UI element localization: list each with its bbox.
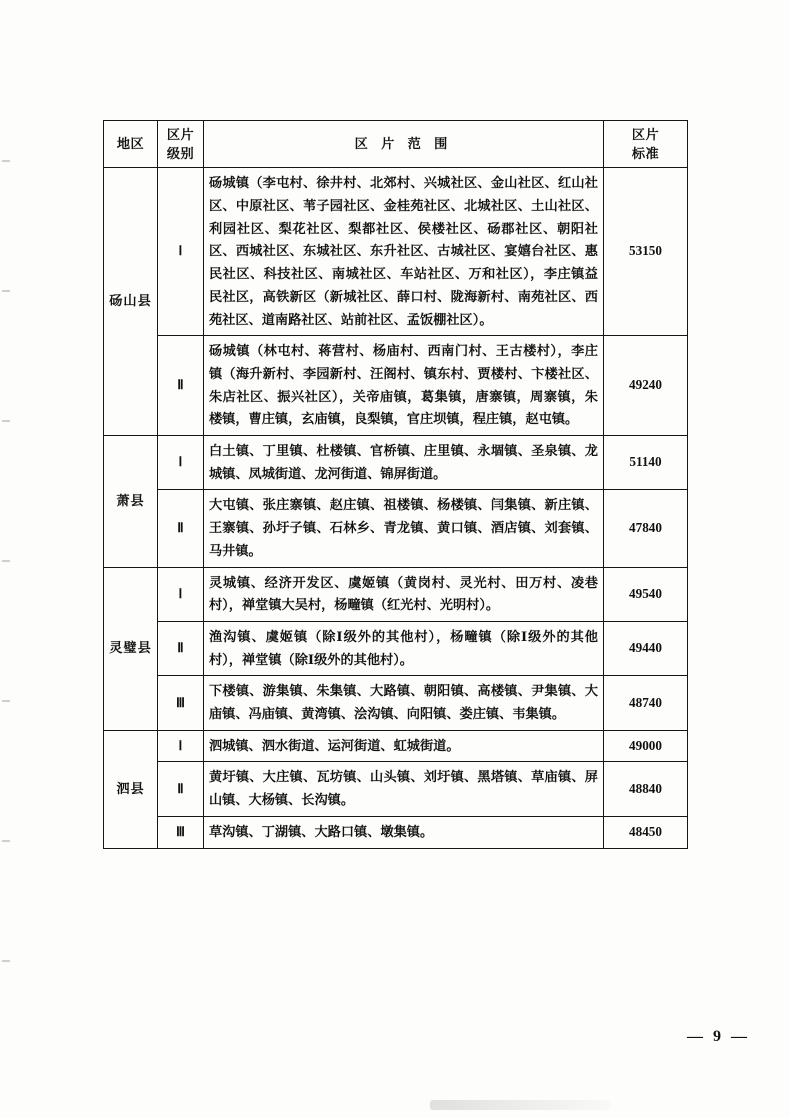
table-row — [104, 168, 688, 336]
level-cell: Ⅰ — [158, 567, 204, 621]
standard-cell: 48740 — [604, 676, 688, 730]
column-header-scope: 区 片 范 围 — [204, 121, 604, 168]
level-cell: Ⅱ — [158, 762, 204, 816]
standard-cell: 49540 — [604, 567, 688, 621]
standard-cell: 49000 — [604, 730, 688, 762]
scope-cell: 白土镇、丁里镇、杜楼镇、官桥镇、庄里镇、永堌镇、圣泉镇、龙城镇、凤城街道、龙河街道、锦屏街道。 — [204, 436, 604, 490]
column-header-level — [158, 121, 204, 168]
table-row — [104, 621, 688, 675]
table-row — [104, 436, 688, 490]
scope-cell: 下楼镇、游集镇、朱集镇、大路镇、朝阳镇、高楼镇、尹集镇、大庙镇、冯庙镇、黄湾镇、浍沟镇、向阳镇、娄庄镇、韦集镇。 — [204, 676, 604, 730]
page-number: — 9 — — [687, 1028, 750, 1045]
column-header-standard-line2: 标准 — [631, 146, 660, 162]
column-header-level-line1: 区片 — [166, 127, 195, 142]
region-cell: 灵璧县 — [104, 567, 158, 730]
scope-cell: 渔沟镇、虞姬镇（除Ⅰ级外的其他村），杨疃镇（除Ⅰ级外的其他村），禅堂镇（除Ⅰ级外的其他村）。 — [204, 621, 604, 675]
level-cell: Ⅱ — [158, 621, 204, 675]
scan-edge-mark — [2, 420, 10, 422]
standard-cell: 47840 — [604, 490, 688, 567]
standard-cell: 49440 — [604, 621, 688, 675]
region-cell: 泗县 — [104, 730, 158, 848]
scope-cell: 砀城镇（李屯村、徐井村、北郊村、兴城社区、金山社区、红山社区、中原社区、苇子园社区、金桂苑社区、北城社区、土山社区、利园社区、梨花社区、梨都社区、侯楼社区、砀郡社区、朝阳社区、西城社区、东城社区、东升社区、古城社区、宴嬉台社区、惠民社区、科技社区、南城社区、车站社区、万和社区），李庄镇益民社区，高铁新区（新城社区、薛口村、陇海新村、南苑社区、西苑社区、道南路社区、站前社区、孟饭棚社区）。 — [204, 168, 604, 336]
level-cell: Ⅰ — [158, 730, 204, 762]
scan-artifact — [430, 1100, 610, 1110]
table-header-row — [104, 121, 688, 168]
table-row — [104, 490, 688, 567]
land-compensation-table — [103, 120, 687, 849]
scan-edge-mark — [2, 160, 10, 162]
table-row — [104, 762, 688, 816]
scope-cell: 灵城镇、经济开发区、虞姬镇（黄岗村、灵光村、田万村、凌巷村），禅堂镇大吴村，杨疃镇（红光村、光明村）。 — [204, 567, 604, 621]
column-header-level-line2: 级别 — [166, 146, 195, 162]
level-cell: Ⅲ — [158, 816, 204, 848]
standard-cell: 53150 — [604, 168, 688, 336]
level-cell: Ⅱ — [158, 336, 204, 436]
standard-cell: 49240 — [604, 336, 688, 436]
column-header-standard-line1: 区片 — [631, 127, 660, 142]
scope-cell: 大屯镇、张庄寨镇、赵庄镇、祖楼镇、杨楼镇、闫集镇、新庄镇、王寨镇、孙圩子镇、石林乡、青龙镇、黄口镇、酒店镇、刘套镇、马井镇。 — [204, 490, 604, 567]
scan-edge-mark — [2, 290, 10, 292]
region-cell: 萧县 — [104, 436, 158, 568]
column-header-region: 地区 — [104, 121, 158, 168]
standard-cell: 48450 — [604, 816, 688, 848]
scan-edge-mark — [2, 840, 10, 842]
scan-edge-mark — [2, 700, 10, 702]
scope-cell: 砀城镇（林屯村、蒋营村、杨庙村、西南门村、王古楼村），李庄镇（海升新村、李园新村、汪阁村、镇东村、贾楼村、卞楼社区、朱店社区、振兴社区），关帝庙镇，葛集镇，唐寨镇，周寨镇，朱楼镇，曹庄镇，玄庙镇，良梨镇，官庄坝镇，程庄镇，赵屯镇。 — [204, 336, 604, 436]
column-header-standard — [604, 121, 688, 168]
region-cell: 砀山县 — [104, 168, 158, 436]
scan-edge-mark — [2, 560, 10, 562]
table-row — [104, 730, 688, 762]
level-cell: Ⅰ — [158, 436, 204, 490]
level-cell: Ⅲ — [158, 676, 204, 730]
level-cell: Ⅱ — [158, 490, 204, 567]
level-cell: Ⅰ — [158, 168, 204, 336]
table-row — [104, 816, 688, 848]
scope-cell: 泗城镇、泗水街道、运河街道、虹城街道。 — [204, 730, 604, 762]
scan-edge-mark — [2, 960, 10, 962]
table-row — [104, 676, 688, 730]
standard-cell: 51140 — [604, 436, 688, 490]
table — [103, 120, 688, 849]
table-row — [104, 336, 688, 436]
scope-cell: 黄圩镇、大庄镇、瓦坊镇、山头镇、刘圩镇、黑塔镇、草庙镇、屏山镇、大杨镇、长沟镇。 — [204, 762, 604, 816]
table-row — [104, 567, 688, 621]
standard-cell: 48840 — [604, 762, 688, 816]
scope-cell: 草沟镇、丁湖镇、大路口镇、墩集镇。 — [204, 816, 604, 848]
